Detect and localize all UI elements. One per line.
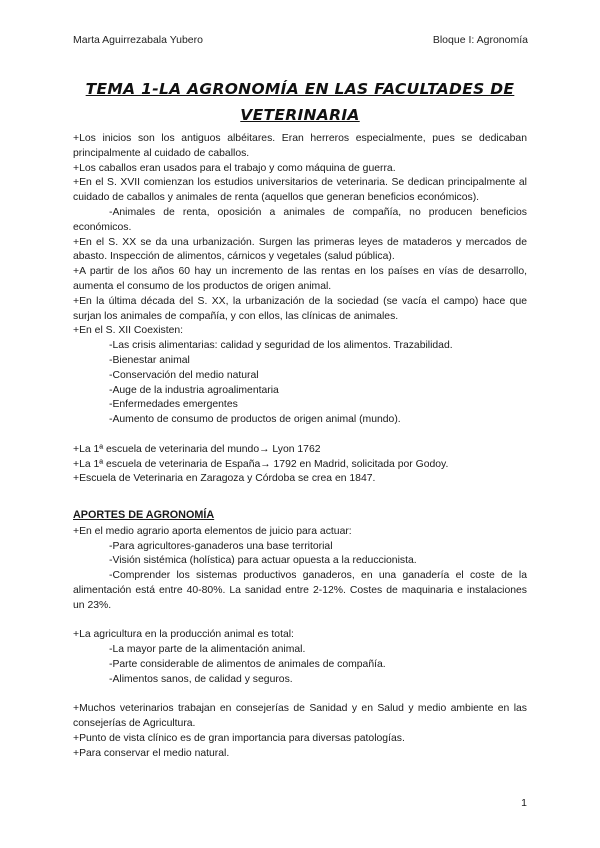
paragraph: +Muchos veterinarios trabajan en consejerías de Sanidad y en Salud y medio ambiente en las consejerías de Agricultura. [73,703,527,730]
paragraph: +La 1ª escuela de veterinaria del mundo→ Lyon 1762 [73,443,321,455]
list-item: -Parte considerable de alimentos de animales de compañía. [109,658,386,670]
paragraph: +En la última década del S. XX, la urbanización de la sociedad (se vacía el campo) hace que surjan los animales de compañía, y con ellos, las clínicas de animales. [73,295,527,322]
paragraph: +Punto de vista clínico es de gran importancia para diversas patologías. [73,732,405,744]
list-item: -Para agricultores-ganaderos una base territorial [109,540,333,552]
paragraph: +La agricultura en la producción animal es total: [73,629,294,641]
paragraph: +A partir de los años 60 hay un incremento de las rentas en los países en vías de desarrollo, aumenta el consumo de los productos de origen animal. [73,266,527,292]
paragraph: -Animales de renta, oposición a animales de compañía, no producen beneficios económicos. [73,206,527,233]
page-header [73,34,528,50]
paragraph: +En el medio agrario aporta elementos de juicio para actuar: [73,525,352,537]
header-section: Bloque I: Agronomía [432,34,528,46]
list-item: -Comprender los sistemas productivos ganaderos, en una ganadería el coste de la alimentación está entre 40-80%. La sanidad entre 2-12%. Costes de maquinaria e instalaciones un 23%. [73,570,527,611]
paragraph: +En el S. XVII comienzan los estudios universitarios de veterinaria. Se dedican principalmente al cuidado de caballos y animales de renta (aquellos que generan beneficios económicos). [73,177,527,204]
document-body [73,132,527,761]
paragraph: +Los inicios son los antiguos albéitares. Eran herreros especialmente, pues se dedicaban principalmente al cuidado de caballos. [73,133,527,159]
list-item: -Bienestar animal [109,354,190,366]
list-item: -Auge de la industria agroalimentaria [109,384,279,396]
list-item: -Las crisis alimentarias: calidad y seguridad de los alimentos. Trazabilidad. [109,340,453,352]
paragraph: +La 1ª escuela de veterinaria de España→ 1792 en Madrid, solicitada por Godoy. [73,458,449,470]
paragraph: +Escuela de Veterinaria en Zaragoza y Córdoba se crea en 1847. [73,473,376,485]
list-item: -Enfermedades emergentes [109,399,238,411]
list-item: -Conservación del medio natural [109,369,259,381]
list-item: -Aumento de consumo de productos de origen animal (mundo). [109,414,401,426]
paragraph: +Los caballos eran usados para el trabajo y como máquina de guerra. [73,162,396,174]
section-heading: APORTES DE AGRONOMÍA [73,508,215,521]
paragraph: +En el S. XII Coexisten: [73,325,184,337]
list-item: -Visión sistémica (holística) para actuar opuesta a la reduccionista. [109,555,417,567]
page-number: 1 [521,797,527,809]
header-author: Marta Aguirrezabala Yubero [73,34,203,46]
document-title: TEMA 1-LA AGRONOMÍA EN LAS FACULTADES DE VETERINARIA [85,80,515,124]
list-item: -La mayor parte de la alimentación animal. [109,644,306,656]
paragraph: +Para conservar el medio natural. [73,747,230,759]
list-item: -Alimentos sanos, de calidad y seguros. [109,673,293,685]
paragraph: +En el S. XX se da una urbanización. Surgen las primeras leyes de mataderos y mercados de abasto. Inspección de alimentos, cárnicos y vegetales (salud pública). [73,236,527,263]
